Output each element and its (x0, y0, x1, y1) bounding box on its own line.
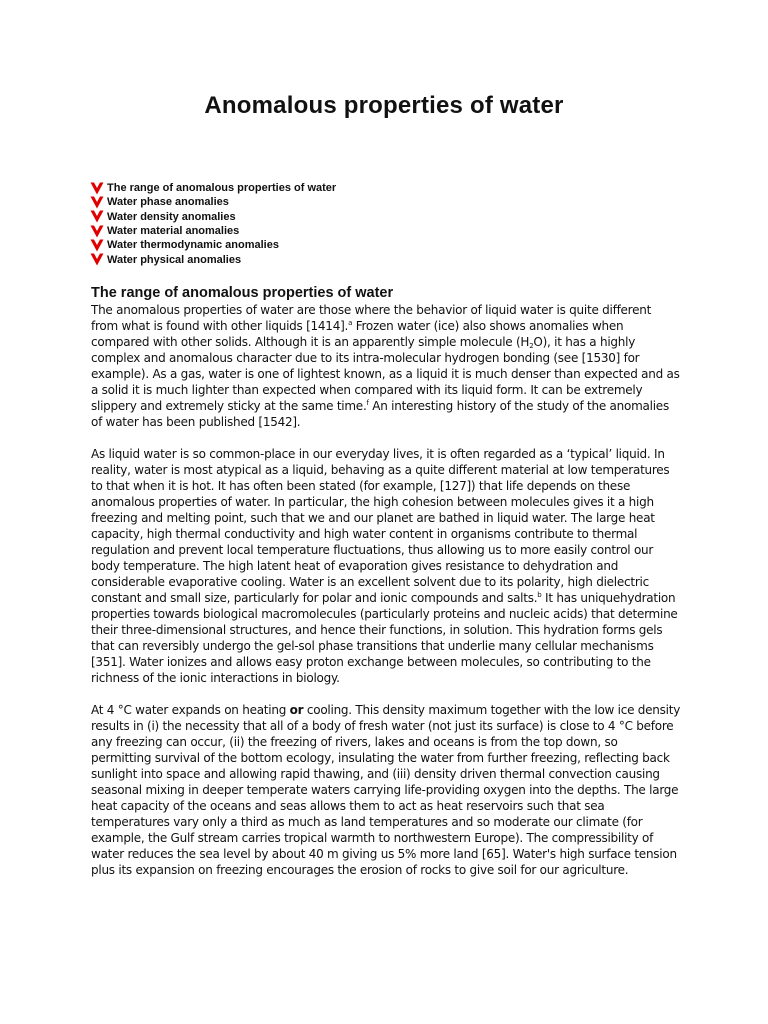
toc-label: Water thermodynamic anomalies (107, 239, 279, 252)
p1-text-c: O), it has a highly complex and anomalous character due to its intra-molecular hydrogen bonding (see [1530] for example). As a gas, water is one of lightest known, as a liquid it is much denser than expected and as a solid it is much lighter than expected when compared with its liquid form. It can be extremely slippery and extremely sticky at the same time. (91, 335, 680, 413)
red-chevron-down-icon (90, 253, 104, 266)
paragraph-2 (91, 446, 681, 686)
red-chevron-down-icon (90, 239, 104, 252)
toc-link-material-anomalies[interactable] (90, 224, 590, 238)
red-chevron-down-icon (90, 210, 104, 223)
toc-label: Water phase anomalies (107, 196, 229, 209)
toc-link-thermodynamic-anomalies[interactable] (90, 238, 590, 252)
p1-text-a: The anomalous properties of water are those where the behavior of liquid water is quite different from what is found with other liquids [1414]. (91, 303, 652, 333)
table-of-contents (90, 181, 590, 267)
p3-text-b: cooling. This density maximum together with the low ice density results in (i) the necessity that all of a body of fresh water (not just its surface) is close to 4 °C before any freezing can occur, (ii) the freezing of rivers, lakes and oceans is from the top down, so permitting survival of the bottom ecology, insulating the water from further freezing, reflecting back sunlight into space and allowing rapid thawing, and (iii) density driven thermal convection causing seasonal mixing in deeper temperate waters carrying life-providing oxygen into the depths. The large heat capacity of the oceans and seas allows them to act as heat reservoirs such that sea temperatures vary only a third as much as land temperatures and so moderate our climate (for example, the Gulf stream carries tropical warmth to northwestern Europe). The compressibility of water reduces the sea level by about 40 m giving us 5% more land [65]. Water's high surface tension plus its expansion on freezing encourages the erosion of rocks to give soil for our agriculture. (91, 703, 681, 877)
toc-label: The range of anomalous properties of water (107, 182, 337, 195)
toc-link-density-anomalies[interactable] (90, 210, 590, 224)
red-chevron-down-icon (90, 182, 104, 195)
p2-text-a: As liquid water is so common-place in our everyday lives, it is often regarded as a ‘typical’ liquid. In reality, water is most atypical as a liquid, behaving as a quite different material at low temperatures to that when it is hot. It has often been stated (for example, [127]) that life depends on these anomalous properties of water. In particular, the high cohesion between molecules gives it a high freezing and melting point, such that we and our planet are bathed in liquid water. The large heat capacity, high thermal conductivity and high water content in organisms contribute to thermal regulation and prevent local temperature fluctuations, thus allowing us to more easily control our body temperature. The high latent heat of evaporation gives resistance to dehydration and considerable evaporative cooling. Water is an excellent solvent due to its polarity, high dielectric constant and small size, particularly for polar and ionic compounds and salts. (91, 447, 670, 605)
toc-link-physical-anomalies[interactable] (90, 252, 590, 266)
toc-label: Water material anomalies (107, 225, 240, 238)
p1-text-b: Frozen water (ice) also shows anomalies when compared with other solids. Although it is an apparently simple molecule (H (91, 319, 624, 349)
paragraph-1 (91, 302, 681, 430)
p1-text-d: An interesting history of the study of the anomalies of water has been published [1542]. (91, 399, 669, 429)
footnote-marker-f[interactable]: f (366, 399, 369, 407)
paragraph-3 (91, 702, 681, 878)
section-range-of-anomalous-properties (91, 284, 681, 894)
red-chevron-down-icon (90, 225, 104, 238)
emphasis-or: or (289, 703, 304, 717)
footnote-marker-b[interactable]: b (537, 591, 542, 599)
toc-label: Water density anomalies (107, 210, 236, 223)
toc-link-phase-anomalies[interactable] (90, 195, 590, 209)
p3-text-a: At 4 °C water expands on heating (91, 703, 290, 717)
page-title: Anomalous properties of water (204, 92, 564, 119)
section-heading: The range of anomalous properties of water (91, 285, 394, 301)
red-chevron-down-icon (90, 196, 104, 209)
footnote-marker-a[interactable]: a (348, 319, 353, 327)
subscript-2: 2 (529, 342, 534, 350)
toc-link-range-of-anomalous-properties[interactable] (90, 181, 590, 195)
p2-text-b: It has uniquehydration properties towards biological macromolecules (particularly proteins and nucleic acids) that determine their three-dimensional structures, and hence their functions, in solution. This hydration forms gels that can reversibly undergo the gel-sol phase transitions that underlie many cellular mechanisms [351]. Water ionizes and allows easy proton exchange between molecules, so contributing to the richness of the ionic interactions in biology. (91, 591, 678, 685)
toc-label: Water physical anomalies (107, 253, 242, 266)
